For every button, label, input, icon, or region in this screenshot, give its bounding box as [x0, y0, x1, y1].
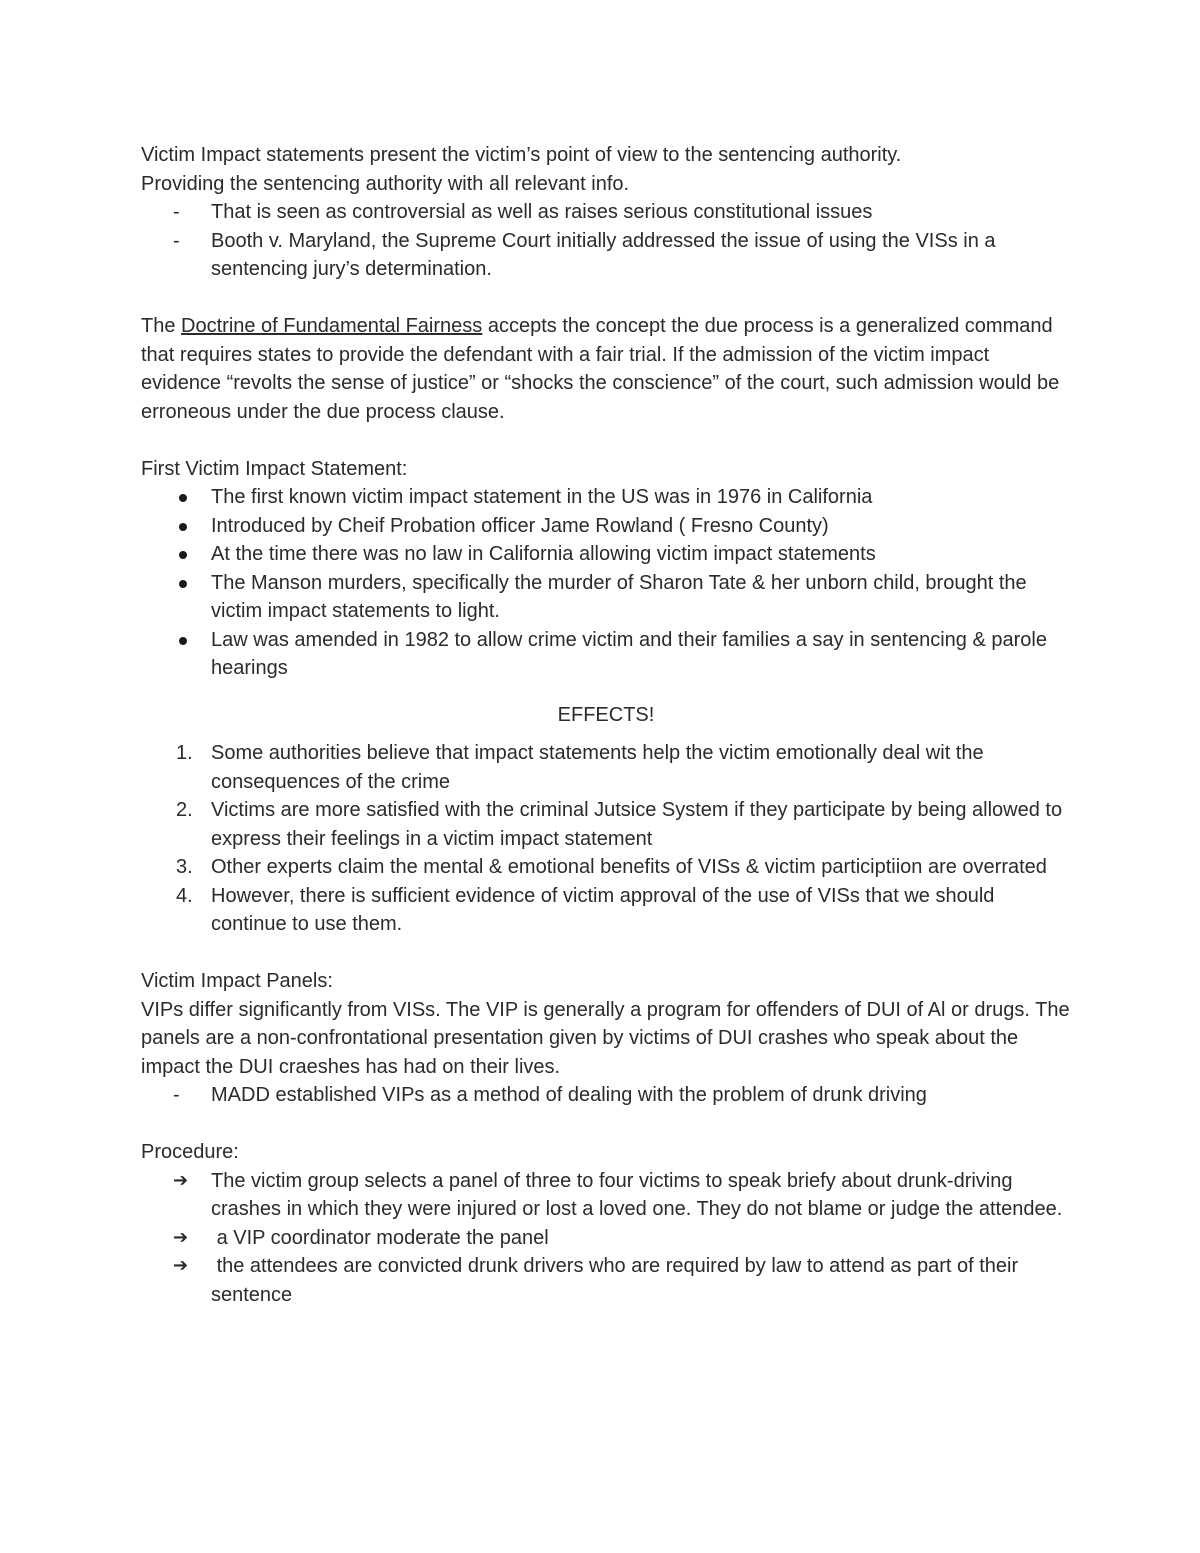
bullet-text: That is seen as controversial as well as raises serious constitutional issues [211, 201, 873, 223]
item-text: Other experts claim the mental & emotional benefits of VISs & victim participtiion are overrated [211, 856, 1047, 878]
dash-marker: - [173, 229, 180, 252]
effects-item [141, 853, 1071, 882]
document-page [141, 141, 1071, 1309]
doctrine-text: accepts the concept the due process is a generalized command that requires states to provide the defendant with a fair trial. If the admission of the victim impact evidence “revolts the sense of justice” or “shocks the conscience” of the court, such admission would be erroneous under the due process clause. [141, 315, 1060, 423]
first-vis-bullet [141, 626, 1071, 683]
doctrine-paragraph [141, 312, 1071, 426]
item-text: a VIP coordinator moderate the panel [211, 1226, 549, 1249]
effects-item [141, 882, 1071, 939]
procedure-item [141, 1224, 1071, 1253]
spacer [141, 426, 1071, 455]
bullet-dot-icon [179, 523, 187, 531]
effects-item [141, 796, 1071, 853]
spacer [141, 284, 1071, 313]
arrow-right-icon: ➔ [173, 1169, 189, 1191]
item-number: 3. [176, 856, 193, 878]
bullet-text: At the time there was no law in California allowing victim impact statements [211, 543, 876, 565]
item-number: 1. [176, 742, 193, 764]
item-text: However, there is sufficient evidence of victim approval of the use of VISs that we should continue to use them. [211, 884, 995, 935]
first-vis-bullet [141, 569, 1071, 626]
panels-heading: Victim Impact Panels: [141, 970, 333, 992]
item-text: the attendees are convicted drunk drivers who are required by law to attend as part of their sentence [211, 1255, 1024, 1306]
intro-bullet [141, 227, 1071, 284]
bullet-text: The Manson murders, specifically the murder of Sharon Tate & her unborn child, brought the victim impact statements to light. [211, 571, 1027, 622]
bullet-dot-icon [179, 637, 187, 645]
item-number: 2. [176, 799, 193, 821]
spacer [141, 939, 1071, 968]
bullet-dot-icon [179, 551, 187, 559]
bullet-dot-icon [179, 580, 187, 588]
bullet-dot-icon [179, 494, 187, 502]
item-number: 4. [176, 884, 193, 907]
intro-bullet [141, 198, 1071, 227]
intro-line-2: Providing the sentencing authority with all relevant info. [141, 172, 630, 195]
item-text: Victims are more satisfied with the criminal Jutsice System if they participate by being allowed to express their feelings in a victim impact statement [211, 799, 1063, 850]
panels-paragraph: VIPs differ significantly from VISs. The VIP is generally a program for offenders of DUI of Al or drugs. The panels are a non-confrontational presentation given by victims of DUI crashes who speak about the impact the DUI craeshes has had on their lives. [141, 998, 1070, 1078]
first-vis-bullet [141, 540, 1071, 569]
intro-line-1: Victim Impact statements present the victim’s point of view to the sentencing authority. [141, 144, 902, 166]
first-vis-bullet [141, 512, 1071, 541]
effects-item [141, 739, 1071, 796]
item-text: The victim group selects a panel of three to four victims to speak briefy about drunk-driving crashes in which they were injured or lost a loved one. They do not blame or judge the attendee. [211, 1169, 1063, 1220]
dash-marker: - [173, 201, 180, 223]
arrow-right-icon: ➔ [173, 1226, 189, 1248]
first-vis-heading: First Victim Impact Statement: [141, 457, 408, 480]
bullet-text: The first known victim impact statement in the US was in 1976 in California [211, 486, 873, 508]
bullet-text: Law was amended in 1982 to allow crime victim and their families a say in sentencing & parole hearings [211, 628, 1047, 679]
doctrine-term: Doctrine of Fundamental Fairness [181, 315, 483, 337]
doctrine-prefix: The [141, 315, 182, 337]
procedure-item [141, 1167, 1071, 1224]
spacer [141, 683, 1071, 701]
arrow-right-icon: ➔ [173, 1255, 189, 1276]
dash-marker: - [173, 1084, 180, 1106]
first-vis-bullet [141, 483, 1071, 512]
procedure-heading: Procedure: [141, 1141, 239, 1163]
effects-heading: EFFECTS! [557, 703, 655, 726]
bullet-text: Booth v. Maryland, the Supreme Court initially addressed the issue of using the VISs in a sentencing jury’s determination. [211, 229, 996, 280]
procedure-item [141, 1252, 1071, 1309]
spacer [141, 1110, 1071, 1139]
bullet-text: MADD established VIPs as a method of dealing with the problem of drunk driving [211, 1084, 927, 1106]
bullet-text: Introduced by Cheif Probation officer Jame Rowland ( Fresno County) [211, 514, 829, 537]
item-text: Some authorities believe that impact statements help the victim emotionally deal wit the consequences of the crime [211, 742, 984, 793]
panels-bullet [141, 1081, 1071, 1110]
